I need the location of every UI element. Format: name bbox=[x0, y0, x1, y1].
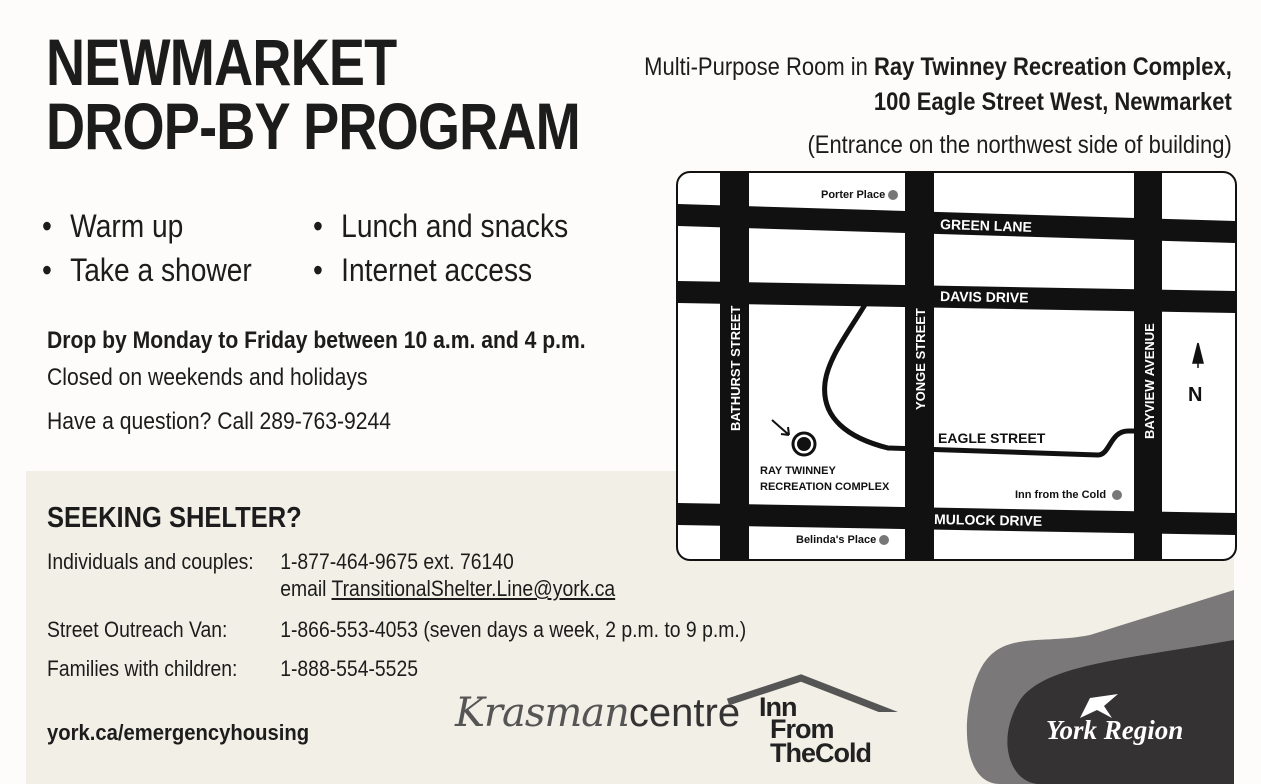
shelter-phone: 1-877-464-9675 ext. 76140 bbox=[280, 549, 514, 574]
place-dot bbox=[879, 535, 889, 545]
arrow-icon bbox=[772, 420, 789, 435]
email-prefix: email bbox=[280, 576, 332, 601]
hours-closed: Closed on weekends and holidays bbox=[47, 364, 368, 391]
shelter-label: Street Outreach Van: bbox=[47, 617, 228, 642]
york-region-logo-shape bbox=[940, 590, 1234, 784]
address-venue-line bbox=[644, 50, 1232, 85]
inn-logo-line-3: TheCold bbox=[770, 738, 871, 768]
services-list-left bbox=[42, 204, 280, 292]
krasman-centre-logo bbox=[455, 690, 740, 736]
shelter-phone: 1-888-554-5525 bbox=[280, 656, 418, 681]
shelter-heading: SEEKING SHELTER? bbox=[47, 502, 302, 534]
location-map bbox=[676, 171, 1237, 561]
services-list-right bbox=[313, 204, 603, 292]
shelter-row-outreach bbox=[47, 617, 746, 643]
label-eagle-street: EAGLE STREET bbox=[938, 430, 1046, 446]
shelter-row-individuals bbox=[47, 549, 514, 575]
label-mulock-drive: MULOCK DRIVE bbox=[933, 511, 1043, 529]
label-yonge: YONGE STREET bbox=[913, 308, 928, 410]
inn-logo-line-2: From bbox=[770, 714, 834, 744]
service-item: • Take a shower bbox=[42, 248, 252, 292]
shelter-row-email bbox=[47, 576, 615, 602]
website-link[interactable]: york.ca/emergencyhousing bbox=[47, 720, 310, 745]
address-venue: Ray Twinney Recreation Complex, bbox=[874, 53, 1232, 81]
label-porter-place: Porter Place bbox=[821, 189, 886, 201]
address-prefix: Multi-Purpose Room in bbox=[644, 53, 875, 81]
krasman-logo-b: centre bbox=[628, 691, 741, 735]
hours-main: Drop by Monday to Friday between 10 a.m. and 4 p.m. bbox=[47, 327, 586, 354]
house-roof-icon bbox=[726, 672, 916, 712]
service-item: • Warm up bbox=[42, 204, 252, 248]
service-item: • Lunch and snacks bbox=[313, 204, 568, 248]
title-line-1: NEWMARKET bbox=[46, 25, 397, 99]
title-line-2: DROP-BY PROGRAM bbox=[46, 89, 580, 163]
york-region-logo-text: York Region bbox=[1046, 715, 1184, 745]
address-entrance-note: (Entrance on the northwest side of building) bbox=[807, 131, 1232, 159]
shelter-label: Individuals and couples: bbox=[47, 549, 254, 574]
email-link[interactable]: TransitionalShelter.Line@york.ca bbox=[331, 576, 616, 601]
label-green-lane: GREEN LANE bbox=[939, 216, 1033, 235]
shelter-phone: 1-866-553-4053 (seven days a week, 2 p.m. to 9 p.m.) bbox=[280, 617, 747, 642]
inn-from-the-cold-logo bbox=[726, 672, 916, 772]
label-bathurst: BATHURST STREET bbox=[728, 305, 743, 431]
label-ray-twinney-1: RAY TWINNEY bbox=[760, 465, 836, 477]
page-title bbox=[46, 25, 580, 163]
place-dot bbox=[888, 190, 898, 200]
shelter-label: Families with children: bbox=[47, 656, 238, 681]
location-address bbox=[564, 50, 1232, 163]
krasman-logo-a: Krasman bbox=[455, 690, 629, 736]
map-graphic bbox=[678, 173, 1235, 559]
label-bayview: BAYVIEW AVENUE bbox=[1142, 323, 1157, 439]
inn-logo-line-1: Inn bbox=[759, 692, 797, 722]
north-arrow-icon bbox=[1193, 343, 1203, 368]
contact-question: Have a question? Call 289-763-9244 bbox=[47, 408, 392, 435]
label-inn-from-the-cold: Inn from the Cold bbox=[1015, 489, 1107, 501]
north-label: N bbox=[1188, 384, 1203, 406]
label-belindas-place: Belinda's Place bbox=[796, 534, 877, 546]
place-dot bbox=[1112, 490, 1122, 500]
shelter-row-families bbox=[47, 656, 418, 682]
label-ray-twinney-2: RECREATION COMPLEX bbox=[760, 481, 890, 493]
address-street: 100 Eagle Street West, Newmarket bbox=[874, 88, 1232, 116]
service-item: • Internet access bbox=[313, 248, 568, 292]
label-davis-drive: DAVIS DRIVE bbox=[939, 288, 1029, 306]
